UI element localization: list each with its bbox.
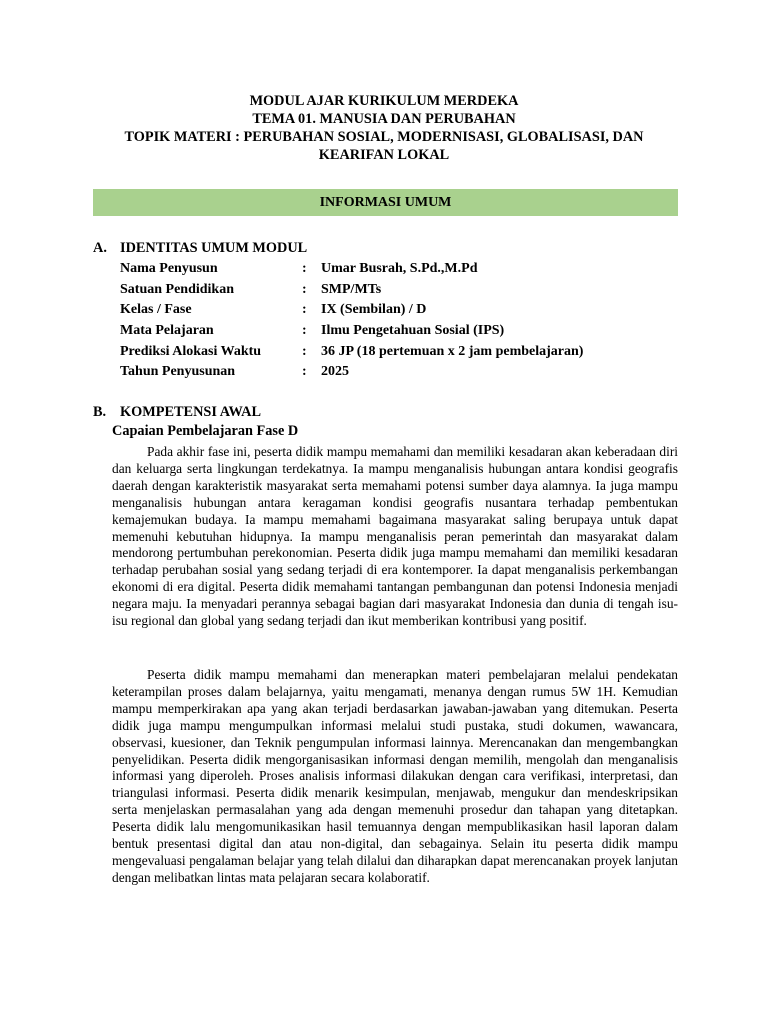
identity-colon: :	[302, 261, 307, 277]
section-b-title: KOMPETENSI AWAL	[120, 404, 262, 420]
identity-row	[120, 259, 680, 280]
title-line-1: MODUL AJAR KURIKULUM MERDEKA	[249, 93, 519, 109]
paragraph: Peserta didik mampu memahami dan menerapkan materi pembelajaran melalui pendekatan keterampilan proses dalam belajarnya, yaitu mengamati, menanya dengan rumus 5W 1H. Kemudian mampu memperkirakan apa yang akan terjadi berdasarkan jawaban-jawaban yang ditemukan. Peserta didik juga mampu mengumpulkan informasi melalui studi pustaka, studi dokumen, wawancara, observasi, kuesioner, dan Teknik pengumpulan informasi lainnya. Merencanakan dan mengembangkan penyelidikan. Peserta didik mengorganisasikan informasi dengan memilih, mengolah dan menganalisis informasi yang diperoleh. Proses analisis informasi dilakukan dengan cara verifikasi, interpretasi, dan triangulasi informasi. Peserta didik menarik kesimpulan, menjawab, mengukur dan mendeskripsikan serta menjelaskan permasalahan yang ada dengan memenuhi prosedur dan tahapan yang ditetapkan. Peserta didik lalu mengomunikasikan hasil temuannya dengan mempublikasikan hasil laporan dalam bentuk presentasi digital dan atau non-digital, dan sebagainya. Selain itu peserta didik mampu mengevaluasi pengalaman belajar yang telah dilalui dan diharapkan dapat merencanakan proyek lanjutan dengan melibatkan lintas mata pelajaran secara kolaboratif.	[112, 667, 678, 885]
identity-value: Umar Busrah, S.Pd.,M.Pd	[321, 261, 478, 277]
banner-label: INFORMASI UMUM	[319, 194, 452, 210]
identity-value: SMP/MTs	[321, 281, 382, 297]
identity-table	[120, 259, 680, 383]
identity-value: Ilmu Pengetahuan Sosial (IPS)	[321, 323, 505, 339]
identity-colon: :	[302, 302, 307, 318]
section-a-title: IDENTITAS UMUM MODUL	[120, 240, 308, 256]
identity-colon: :	[302, 281, 307, 297]
identity-colon: :	[302, 364, 307, 380]
identity-row	[120, 341, 680, 362]
section-a-heading	[93, 240, 307, 257]
identity-row	[120, 300, 680, 321]
title-line-3: TOPIK MATERI : PERUBAHAN SOSIAL, MODERNISASI, GLOBALISASI, DAN KEARIFAN LOKAL	[124, 129, 644, 163]
identity-label: Prediksi Alokasi Waktu	[120, 343, 262, 359]
section-b-letter: B.	[93, 404, 107, 420]
identity-value: 2025	[321, 364, 349, 380]
identity-value: 36 JP (18 pertemuan x 2 jam pembelajaran)	[321, 343, 584, 359]
capaian-pembelajaran-heading: Capaian Pembelajaran Fase D	[112, 423, 299, 439]
identity-row	[120, 280, 680, 301]
identity-value: IX (Sembilan) / D	[321, 302, 427, 318]
title-line-2: TEMA 01. MANUSIA DAN PERUBAHAN	[252, 111, 516, 127]
identity-label: Mata Pelajaran	[120, 323, 214, 339]
identity-row	[120, 321, 680, 342]
identity-label: Tahun Penyusunan	[120, 364, 236, 380]
section-a-letter: A.	[93, 240, 107, 256]
identity-row	[120, 362, 680, 383]
paragraph: Pada akhir fase ini, peserta didik mampu memahami dan memiliki kesadaran akan keberadaan diri dan keluarga serta lingkungan terdekatnya. Ia mampu menganalisis hubungan antara kondisi geografis daerah dengan karakteristik masyarakat serta memahami potensi sumber daya alamnya. Ia juga mampu menganalisis hubungan antara keragaman kondisi geografis nusantara terhadap pembentukan kemajemukan budaya. Ia mampu memahami bagaimana masyarakat saling berupaya untuk dapat memenuhi kebutuhan hidupnya. Ia mampu menganalisis peran pemerintah dan masyarakat dalam mendorong pertumbuhan perekonomian. Peserta didik juga mampu memahami dan memiliki kesadaran terhadap perubahan sosial yang sedang terjadi di era kontemporer. Ia dapat menganalisis perkembangan ekonomi di era digital. Peserta didik memahami tantangan pembangunan dan potensi Indonesia menjadi negara maju. Ia menyadari perannya sebagai bagian dari masyarakat Indonesia dan dunia di tengah isu-isu regional dan global yang sedang terjadi dan ikut memberikan kontribusi yang positif.	[112, 444, 678, 629]
identity-label: Nama Penyusun	[120, 261, 218, 277]
informasi-umum-banner	[93, 189, 678, 216]
identity-colon: :	[302, 323, 307, 339]
identity-label: Satuan Pendidikan	[120, 281, 234, 297]
identity-colon: :	[302, 343, 307, 359]
document-title	[90, 92, 678, 164]
identity-label: Kelas / Fase	[120, 302, 192, 318]
section-b-heading	[93, 404, 261, 421]
